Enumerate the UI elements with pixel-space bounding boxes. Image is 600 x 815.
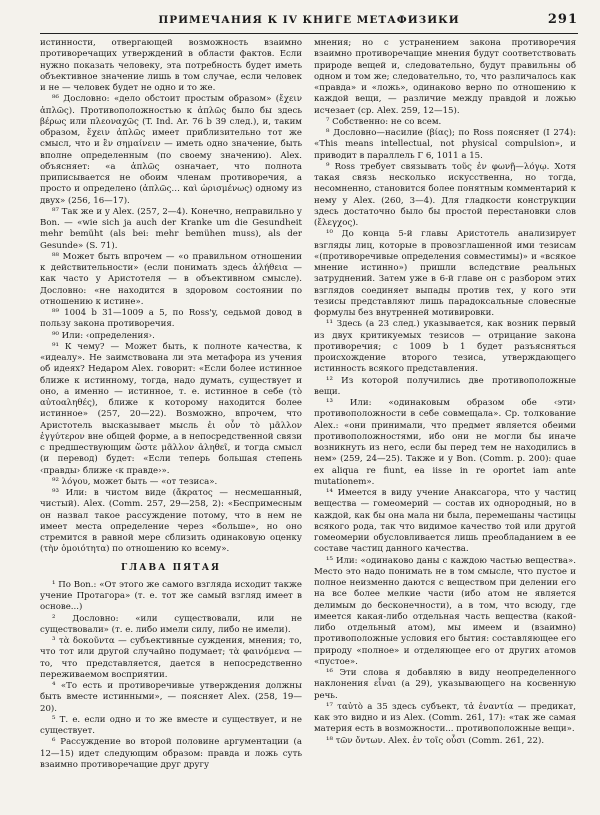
footnote: ⁹ Ross требует связывать τοῦς ἐν φωνῇ—λόγῳ. Хотя такая связь несколько искусственна, но тогда, несомненно, становится более понятным комментарий к нему у Alex. (260, 3—4). Для гладкости конструкции здесь достаточно было бы простой перестановки слов (ἔλεγχος). <box>314 161 576 228</box>
running-header <box>40 10 578 32</box>
footnote: ¹⁸ τῶν ὄντων. Alex. ἐν τοῖς οὖσι (Comm. 261, 22). <box>326 735 545 746</box>
footnote: ¹⁷ ταὐτὸ а 35 здесь субъект, τἀ ἐναντία — предикат, как это видно и из Alex. (Comm. 261, 17): «так же самая материя есть в возможности... противоположные вещи». <box>314 701 576 735</box>
left-column <box>40 38 302 771</box>
footnote: ¹ По Bon.: «От этого же самого взгляда исходит также учение Протагора» (т. е. тот же самый взгляд имеет в основе...) <box>40 579 302 613</box>
footnote: ⁹⁰ Или: ‹определения›. <box>52 330 155 341</box>
footnote: ¹³ Или: «одинаковым образом обе ‹эти› противоположности в себе совмещала». Ср. толкование Alex.: «они принимали, что предмет является обеими противоположностями, ибо они не могли бы иначе возникнуть из него, если бы перед тем не находились в нем» (259, 24—25). Также и у Bon. (Comm. p. 200): quae ex aliqua re fiunt, ea iisse in re oportet iam ante mutationem». <box>314 398 576 487</box>
footnote: ⁸⁷ Так же и у Alex. (257, 2—4). Конечно, неправильно у Bon. — «wie sich ja auch der Kranke um die Gesundheit mehr bemüht (als bei: mehr bemühen muss), als der Gesunde» (S. 71). <box>40 206 302 251</box>
footnote: ⁹² λόγου, может быть — «от тезиса». <box>52 476 218 487</box>
footnote: ³ τὰ δοκοῦντα — субъективные суждения, мнения; то, что тот или другой случайно подумает; τὰ φαινόμενα — то, что представляется, дается в непосредственно переживаемом восприятии. <box>40 636 302 680</box>
footnote: ⁷ Собственно: не со всем. <box>326 116 442 127</box>
footnote: ⁹³ Или: в чистом виде (ἄκρατος — несмешанный, чистый). Alex. (Comm. 257, 29—258, 2): «Беспримесным он назвал такое рассуждение потому, что в нем не имеет места определение через «больше», но оно стремится в равной мере сблизить одинаковую оценку (τὴν ὁμοιότητα) по отношению ко всему». <box>40 488 302 555</box>
footnote: ⁴ «То есть и противоречивые утверждения должны быть вместе истинными», — поясняет Alex. (258, 19—20). <box>40 681 302 714</box>
footnote: ⁸ Дословно—насилие (βίας); по Ross поясняет (I 274): «This means intellectual, not physical compulsion», и приводит в параллель Г 6, 1011 a 15. <box>314 128 576 161</box>
footnote: ¹⁴ Имеется в виду учение Анаксагора, что у частиц вещества — гомеомерий — состав их однородный, но в каждой, как бы она мала ни была, перемешаны частицы всякого рода, так что видимое качество той или другой гомеомерии обусловливается лишь преобладанием в ее составе частиц данного качества. <box>314 488 576 555</box>
footnote: ⁸⁸ Может быть впрочем — «о правильном отношении к действительности» (если понимать здесь ἀλήθεια — как часто у Аристотеля — в объективном смысле). Дословно: «не находится в здоровом состоянии по отношению к истине». <box>40 251 302 307</box>
footnote: ¹¹ Здесь (а 23 след.) указывается, как возник первый из двух критикуемых тезисов — отрицание закона противоречия; с 1009 b 1 будет разъясняться происхождение второго тезиса, утверждающего истинность всякого представления. <box>314 319 576 375</box>
running-title: ПРИМЕЧАНИЯ К IV КНИГЕ МЕТАФИЗИКИ <box>158 14 460 26</box>
footnote: ¹² Из которой получились две противоположные вещи. <box>314 375 576 397</box>
right-column <box>314 38 576 747</box>
footnote: ⁹¹ К чему? — Может быть, к полноте качества, к «идеалу». Не заимствована ли эта метафора из учения об идеях? Недаром Alex. говорит: «Если более истинное ближе к истинному, тогда, надо думать, существует и оно, а именно — истинное, т. е. истинное в себе (τὸ αὐτοαληθές), ближе к которому находится более истинное» (257, 20—22). Возможно, впрочем, что Аристотель высказывает мысль ἐι οὖν τὸ μᾶλλον ἐγγύτερον вне общей форме, а в непосредственной связи с предшествующим ὥστε μᾶλλον ἀληθεῖ, и тогда смысл (и перевод) будет: «Если теперь большая степень ‹правды› ближе ‹к правде›». <box>40 341 302 476</box>
footnote-long: ¹⁰ До конца 5-й главы Аристотель анализирует взгляды лиц, которые в провозглашенной ими тезисам «(противоречивые определения совместимы)» и «всякое мнение истинно») пришли вследствие реальных затруднений. Затем уже в 6-й главе он с разбором этих взглядов соединяет выпады против тех, у кого эти тезисы представляют лишь парадоксальные словесные формулы без внутренней мотивировки. <box>314 229 576 318</box>
footnote: ¹⁵ Или: «одинаково даны с каждою частью вещества». Место это надо понимать не в том смысле, что пустое и полное неизменно даются с веществом при делении его на все более мелкие части (ибо атом не является делимым до бесконечности), а в том, что всюду, где имеется какая-либо отдельная часть вещества (какой-либо отдельный атом), мы имеем и (взаимно) противоположные условия его бытия: составляющее его природу «полное» и отделяющее его от других атомов «пустое». <box>314 555 576 667</box>
footnote: ⁸⁹ 1004 b 31—1009 a 5, по Ross'y, седьмой довод в пользу закона противоречия. <box>40 308 302 330</box>
footnote: ⁸⁶ Дословно: «дело обстоит простым образом» (ἔχειν ἁπλῶς). Противоположностью к ἁπλῶς было бы здесь βέρως или πλεοναχῶς (T. Ind. Ar. 76 b 39 след.), и, таким образом, ἔχειν ἁπλῶς имеет приблизительно тот же смысл, что и ἓν σημαίνειν — иметь одно значение, быть вполне определенным (по своему значению). Alex. объясняет: «а ἁπλῶς означает, что полнота приписывается не обоим членам противоречия, а просто и определено (ἁπλῶς… καὶ ὡρισμένως) одному из двух» (256, 16—17). <box>40 94 302 206</box>
footnote: ² Дословно: «или существовали, или не существовали» (т. е. либо имели силу, либо не имели). <box>40 613 302 635</box>
footnote: ⁶ Рассуждение во второй половине аргументации (а 12—15) идет следующим образом: правда и ложь суть взаимно противоречащие друг другу <box>40 737 302 770</box>
footnote: ¹⁶ Эти слова я добавляю в виду неопределенного наклонения εἶναι (а 29), указывающего на косвенную речь. <box>314 668 576 701</box>
footnote: мнения; но с устранением закона противоречия взаимно противоречащие мнения будут соответствовать природе вещей и, следовательно, будут правильны об одном и том же; следовательно, то, что различалось как «правда» и «ложь», одинаково верно по отношению к каждой вещи, — различие между правдой и ложью исчезает (ср. Alex. 259, 12—15). <box>314 38 576 116</box>
header-rule <box>40 33 578 34</box>
chapter-heading: ГЛАВА ПЯТАЯ <box>121 562 221 573</box>
footnote: истинности, отвергающей возможность взаимно противоречащих утверждений в области фактов. Если нужно показать человеку, эта потребность будет иметь объективное значение лишь в том случае, если человек и не — человек будет не одно и то же. <box>40 38 302 93</box>
page-number: 291 <box>547 12 578 27</box>
footnote: ⁵ Т. е. если одно и то же вместе и существует, и не существует. <box>40 714 302 736</box>
